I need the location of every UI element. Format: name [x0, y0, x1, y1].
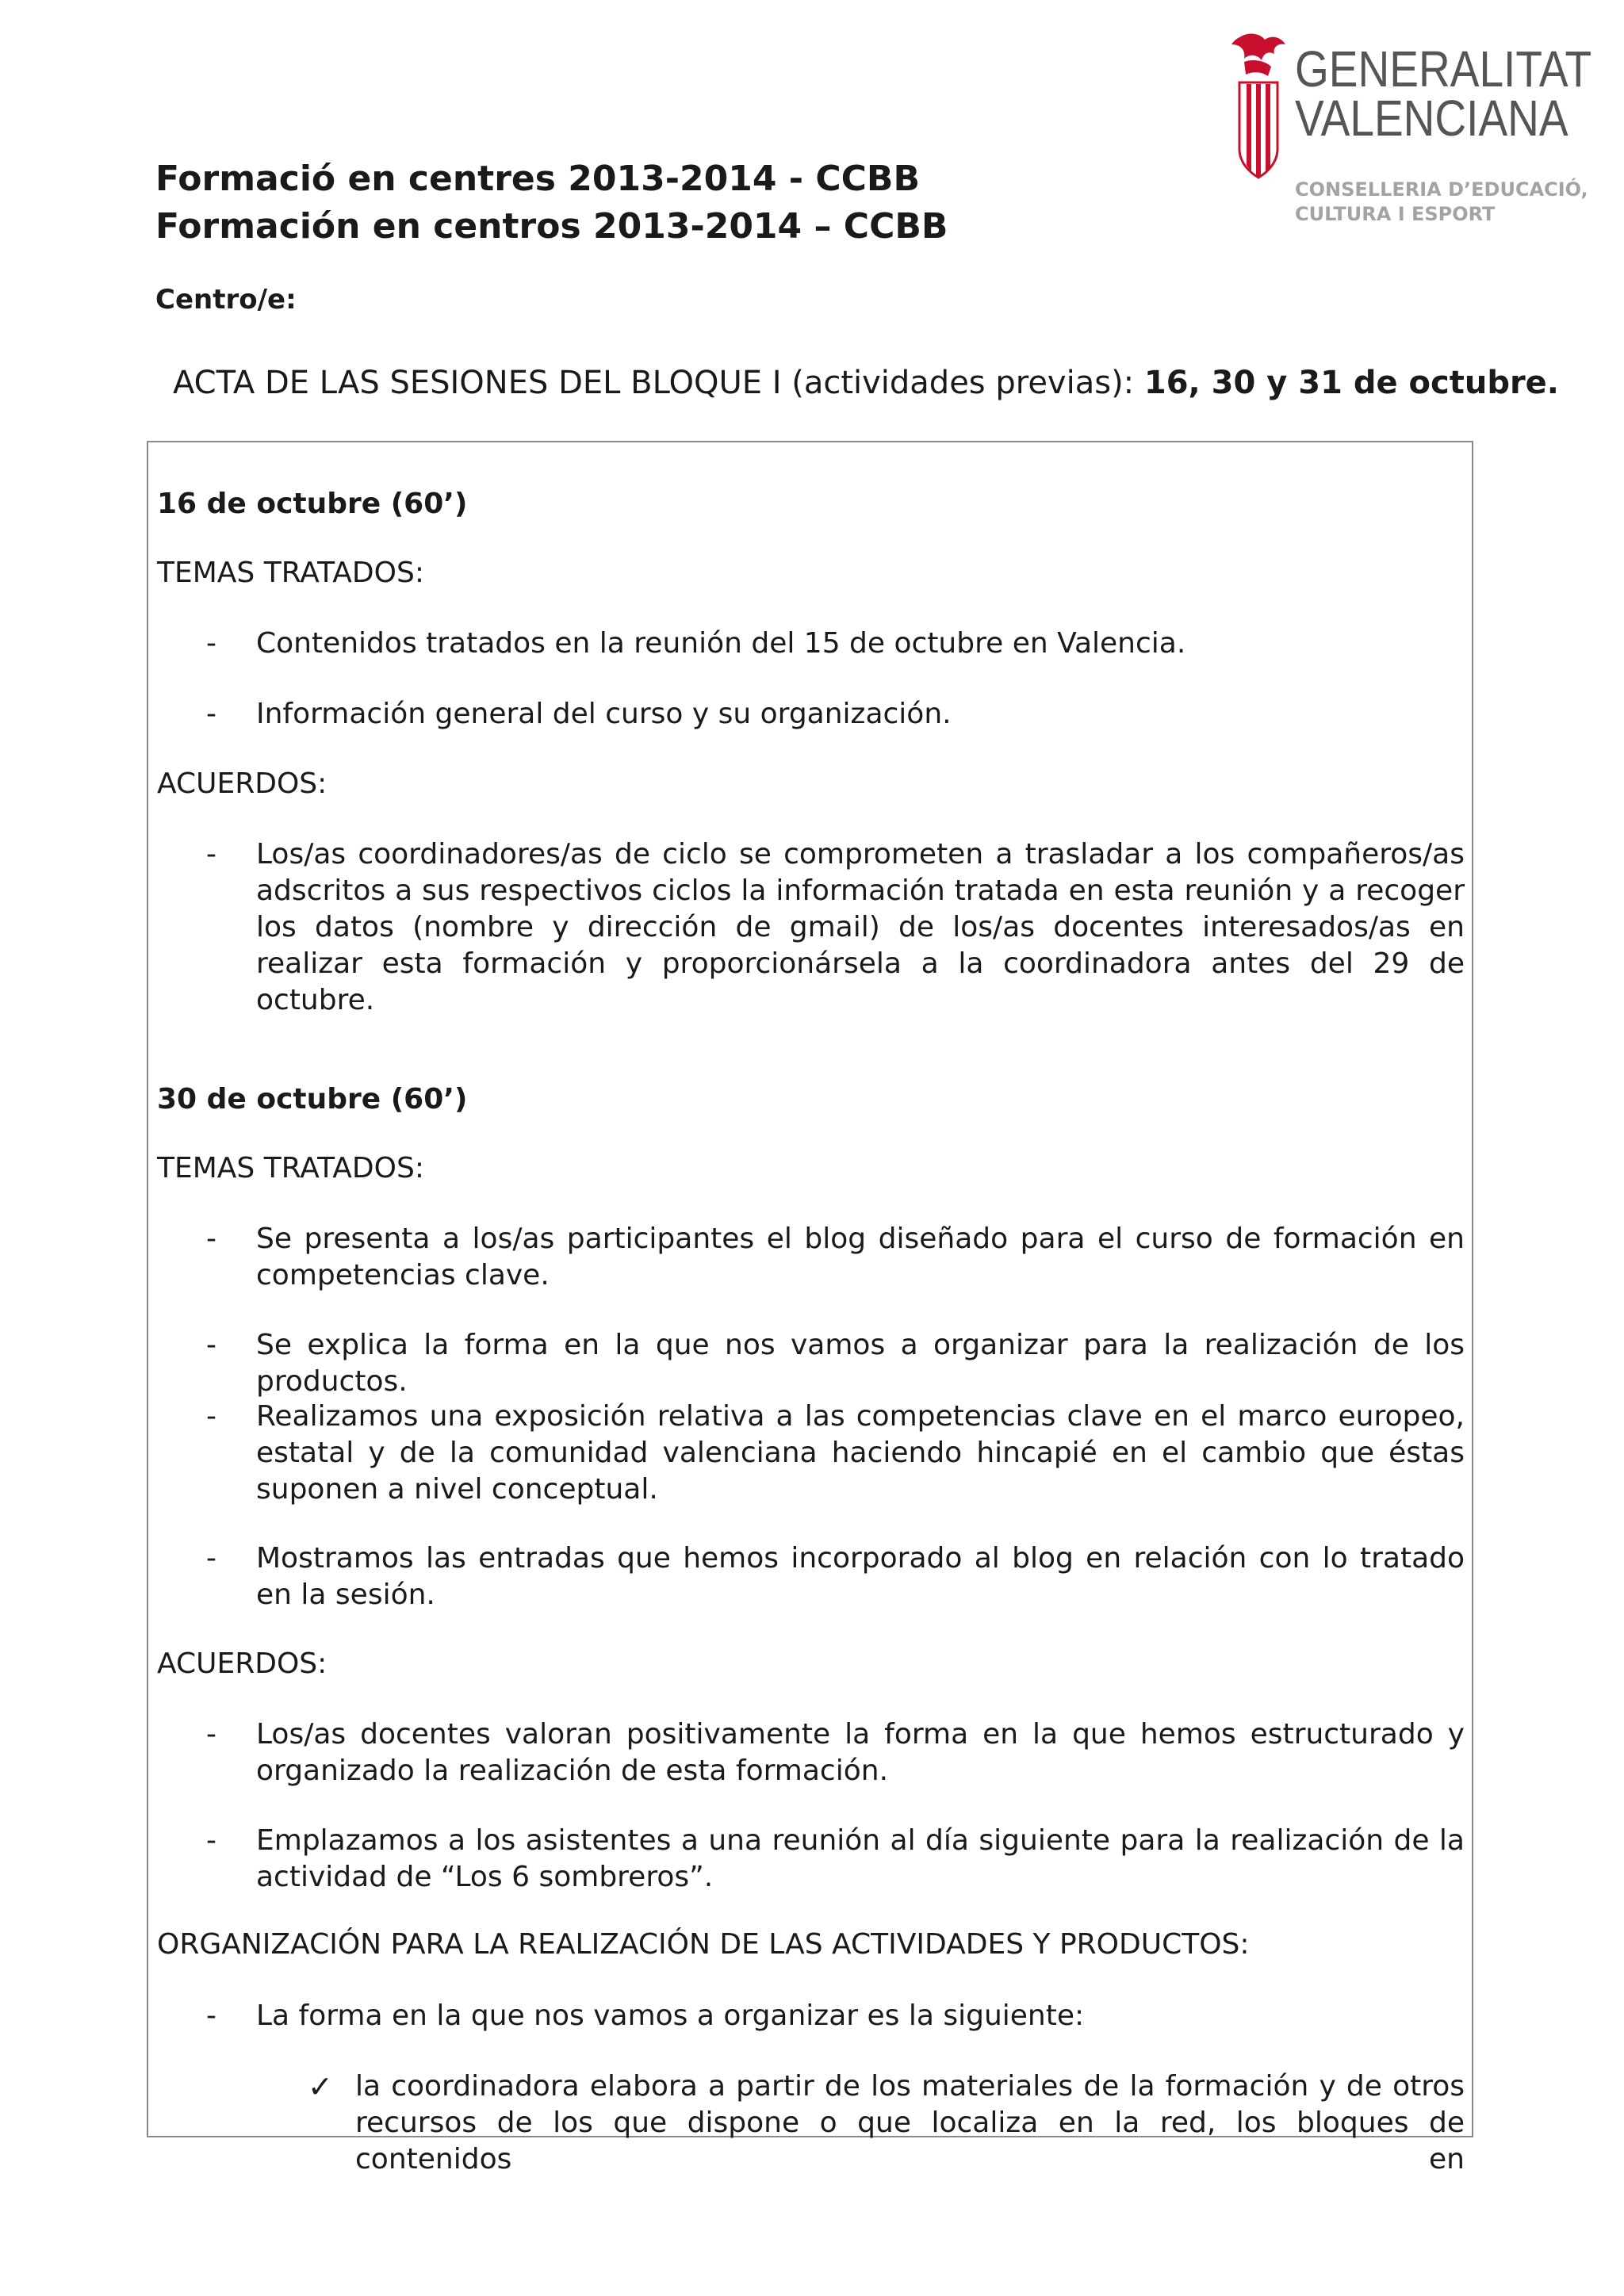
temas-label: TEMAS TRATADOS:: [157, 1152, 424, 1184]
minutes-box: [147, 441, 1473, 2175]
acuerdos-label: ACUERDOS:: [157, 767, 327, 800]
dash-icon: -: [206, 1999, 216, 2032]
document-title: [155, 155, 948, 251]
list-item-text: Emplazamos a los asistentes a una reunión al día siguiente para la realización de la actividad de “Los 6 sombreros”.: [256, 1824, 1465, 1893]
logo-department: [1295, 178, 1588, 227]
list-item-text: Los/as coordinadores/as de ciclo se comprometen a trasladar a los compañeros/as adscritos a sus respectivos ciclos la información tratada en esta reunión y a recoger los datos (nombre y dirección de gmail) de los/as docentes interesados/as en realizar esta formación y proporcionársela a la coordinadora antes del 29 de octubre.: [256, 838, 1465, 1016]
logo-name-line1: GENERALITAT: [1295, 40, 1592, 98]
dash-icon: -: [206, 1824, 216, 1857]
organizacion-label: ORGANIZACIÓN PARA LA REALIZACIÓN DE LAS ACTIVIDADES Y PRODUCTOS:: [157, 1928, 1250, 1961]
list-item-text: La forma en la que nos vamos a organizar es la siguiente:: [256, 1999, 1085, 2032]
acta-dates: 16, 30 y 31 de octubre.: [1143, 365, 1559, 401]
acuerdos-label: ACUERDOS:: [157, 1647, 327, 1680]
logo-dept-line2: CULTURA I ESPORT: [1295, 203, 1496, 225]
dash-icon: -: [206, 627, 216, 660]
acta-heading: [173, 365, 1559, 401]
dash-icon: -: [206, 1223, 216, 1255]
dash-icon: -: [206, 1542, 216, 1575]
acta-text: ACTA DE LAS SESIONES DEL BLOQUE I (actividades previas):: [173, 365, 1144, 401]
logo-name: [1295, 40, 1592, 147]
list-item-text: Se explica la forma en la que nos vamos a organizar para la realización de los productos.: [256, 1329, 1465, 1398]
generalitat-logo: [1225, 30, 1592, 228]
list-item-text: Los/as docentes valoran positivamente la forma en la que hemos estructurado y organizado la realización de esta formación.: [256, 1718, 1465, 1787]
title-valencian: Formació en centres 2013-2014 - CCBB: [155, 159, 921, 199]
dash-icon: -: [206, 1718, 216, 1751]
centro-label: Centro/e:: [155, 284, 297, 316]
list-item-text: Se presenta a los/as participantes el blog diseñado para el curso de formación en competencias clave.: [256, 1223, 1465, 1292]
generalitat-emblem-icon: [1225, 30, 1297, 181]
temas-label: TEMAS TRATADOS:: [157, 557, 424, 589]
dash-icon: -: [206, 1400, 216, 1433]
logo-name-line2: VALENCIANA: [1295, 90, 1568, 147]
logo-dept-line1: CONSELLERIA D’EDUCACIÓ,: [1295, 178, 1588, 201]
list-item-text: Mostramos las entradas que hemos incorporado al blog en relación con lo tratado en la sesión.: [256, 1542, 1465, 1611]
session-heading: 30 de octubre (60’): [157, 1083, 468, 1115]
session-heading: 16 de octubre (60’): [157, 488, 468, 520]
dash-icon: -: [206, 1329, 216, 1361]
title-spanish: Formación en centros 2013-2014 – CCBB: [155, 206, 948, 247]
list-item-text: Realizamos una exposición relativa a las competencias clave en el marco europeo, estatal y de la comunidad valenciana haciendo hincapié en el cambio que éstas suponen a nivel conceptual.: [256, 1400, 1465, 1506]
check-icon: ✓: [308, 2069, 333, 2104]
list-item-text: Contenidos tratados en la reunión del 15 de octubre en Valencia.: [256, 627, 1186, 660]
sub-list-item-text: la coordinadora elabora a partir de los materiales de la formación y de otros recursos de los que dispone o que localiza en la red, los bloques de contenidos en: [355, 2070, 1465, 2175]
dash-icon: -: [206, 698, 216, 730]
dash-icon: -: [206, 838, 216, 871]
list-item-text: Información general del curso y su organización.: [256, 698, 952, 730]
